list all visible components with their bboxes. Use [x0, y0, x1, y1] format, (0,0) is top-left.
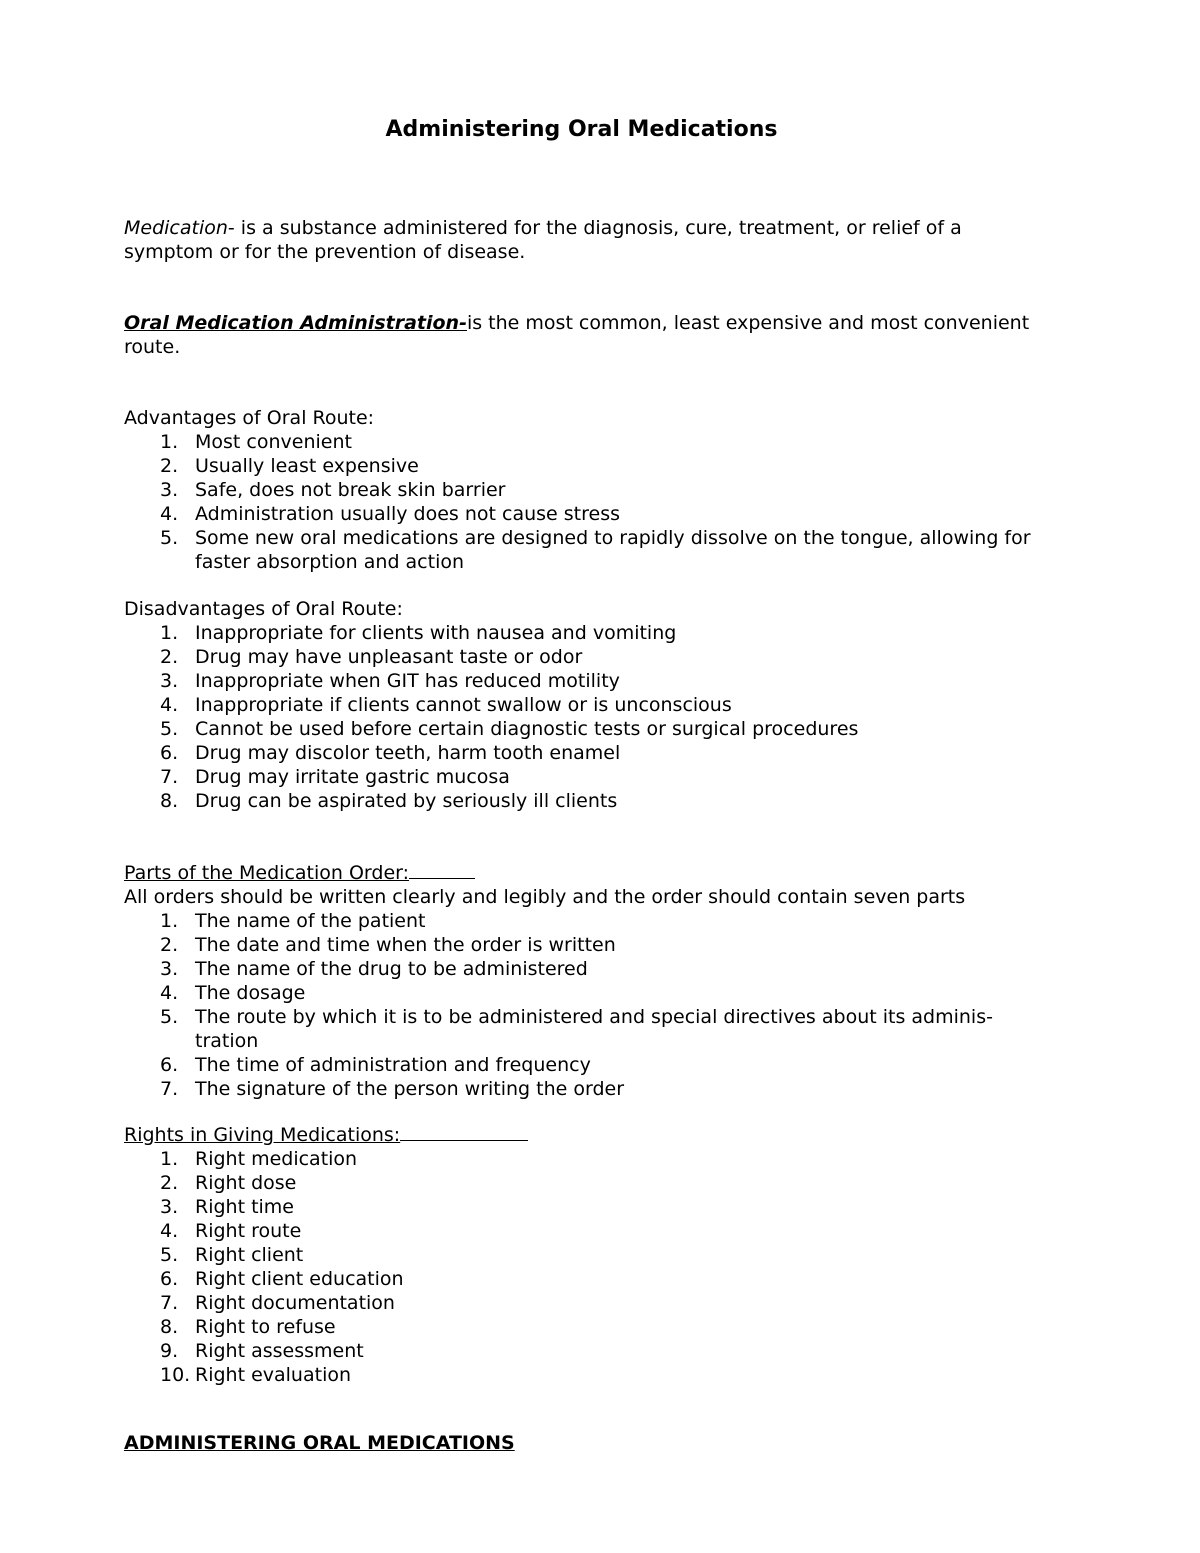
list-item — [124, 1171, 1044, 1195]
disadvantages-heading: Disadvantages of Oral Route: — [124, 598, 403, 620]
list-item — [124, 1219, 1044, 1243]
list-item — [124, 454, 1044, 478]
list-number: 8. — [160, 790, 179, 812]
list-item — [124, 430, 1044, 454]
medication-definition — [124, 216, 1044, 264]
order-parts-heading-line — [124, 859, 1044, 885]
rights-heading-line — [124, 1121, 1044, 1147]
list-number: 1. — [160, 1148, 179, 1170]
list-text: Right time — [195, 1196, 294, 1218]
rights-section — [124, 1121, 1044, 1387]
list-item — [124, 1291, 1044, 1315]
list-item — [124, 981, 1044, 1005]
list-number: 5. — [160, 1006, 179, 1028]
list-item — [124, 1077, 1044, 1101]
list-text: Inappropriate for clients with nausea and vomiting — [195, 622, 677, 644]
list-item — [124, 478, 1044, 502]
list-text: Right route — [195, 1220, 302, 1242]
list-number: 4. — [160, 1220, 179, 1242]
list-text: Drug may have unpleasant taste or odor — [195, 646, 583, 668]
list-item — [124, 741, 1044, 765]
list-number: 3. — [160, 479, 179, 501]
list-text: Right dose — [195, 1172, 297, 1194]
advantages-section — [124, 406, 1044, 574]
list-number: 5. — [160, 1244, 179, 1266]
list-number: 6. — [160, 1054, 179, 1076]
list-text: Right documentation — [195, 1292, 395, 1314]
list-text: Safe, does not break skin barrier — [195, 479, 506, 501]
list-number: 7. — [160, 1292, 179, 1314]
list-text: The dosage — [195, 982, 306, 1004]
list-text: Right client education — [195, 1268, 404, 1290]
order-parts-heading: Parts of the Medication Order: — [124, 862, 410, 884]
list-number: 2. — [160, 934, 179, 956]
list-item — [124, 1363, 1044, 1387]
list-item — [124, 645, 1044, 669]
list-number: 8. — [160, 1316, 179, 1338]
oral-admin-term: Oral Medication Administration- — [124, 312, 467, 334]
list-number: 5. — [160, 527, 179, 549]
disadvantages-section — [124, 597, 1044, 813]
list-number: 1. — [160, 431, 179, 453]
advantages-heading: Advantages of Oral Route: — [124, 407, 375, 429]
disadvantages-list — [124, 621, 1044, 813]
rights-heading: Rights in Giving Medications: — [124, 1124, 401, 1146]
list-text: Most convenient — [195, 431, 352, 453]
list-number: 2. — [160, 646, 179, 668]
list-item — [124, 1147, 1044, 1171]
list-text: Right client — [195, 1244, 304, 1266]
section-heading-administering: ADMINISTERING ORAL MEDICATIONS — [124, 1432, 515, 1454]
list-text: Some new oral medications are designed to rapidly dissolve on the tongue, allowing for faster absorption and action — [195, 527, 1031, 573]
list-number: 3. — [160, 670, 179, 692]
list-item — [124, 1243, 1044, 1267]
list-item — [124, 669, 1044, 693]
list-text: Right evaluation — [195, 1364, 352, 1386]
list-item — [124, 789, 1044, 813]
list-text: Inappropriate if clients cannot swallow or is unconscious — [195, 694, 732, 716]
list-number: 1. — [160, 622, 179, 644]
list-item — [124, 1267, 1044, 1291]
order-parts-list — [124, 909, 1044, 1101]
list-item — [124, 621, 1044, 645]
list-text: Drug may discolor teeth, harm tooth enamel — [195, 742, 621, 764]
list-item — [124, 909, 1044, 933]
heading-underline-rule — [400, 1121, 528, 1141]
order-parts-intro: All orders should be written clearly and legibly and the order should contain seven parts — [124, 886, 966, 908]
list-text: Administration usually does not cause stress — [195, 503, 620, 525]
list-number: 4. — [160, 503, 179, 525]
list-text: Drug may irritate gastric mucosa — [195, 766, 510, 788]
medication-definition-text: - is a substance administered for the diagnosis, cure, treatment, or relief of a symptom or for the prevention of disease. — [124, 217, 962, 263]
list-item — [124, 717, 1044, 741]
list-text: Right medication — [195, 1148, 358, 1170]
list-text: The signature of the person writing the order — [195, 1078, 625, 1100]
list-item — [124, 1315, 1044, 1339]
list-text: Inappropriate when GIT has reduced motility — [195, 670, 620, 692]
heading-underline-rule — [409, 859, 475, 879]
list-number: 7. — [160, 766, 179, 788]
list-number: 2. — [160, 455, 179, 477]
list-item — [124, 1053, 1044, 1077]
list-number: 1. — [160, 910, 179, 932]
list-number: 6. — [160, 742, 179, 764]
oral-admin-definition-text: is the most common, least expensive and most convenient route. — [124, 312, 1030, 358]
list-item — [124, 957, 1044, 981]
medication-term: Medication — [124, 217, 228, 239]
list-item — [124, 526, 1044, 574]
advantages-list — [124, 430, 1044, 574]
list-text: The time of administration and frequency — [195, 1054, 591, 1076]
page-title: Administering Oral Medications — [385, 117, 778, 142]
list-text: Drug can be aspirated by seriously ill clients — [195, 790, 618, 812]
list-text: Right assessment — [195, 1340, 364, 1362]
list-number: 3. — [160, 958, 179, 980]
oral-admin-definition — [124, 311, 1044, 359]
list-number: 4. — [160, 982, 179, 1004]
list-item — [124, 1005, 1044, 1053]
list-number: 4. — [160, 694, 179, 716]
list-number: 3. — [160, 1196, 179, 1218]
list-number: 5. — [160, 718, 179, 740]
list-item — [124, 765, 1044, 789]
list-text: The name of the drug to be administered — [195, 958, 588, 980]
rights-list — [124, 1147, 1044, 1387]
list-item — [124, 933, 1044, 957]
list-number: 6. — [160, 1268, 179, 1290]
list-text: Right to refuse — [195, 1316, 336, 1338]
list-text: The route by which it is to be administered and special directives about its adminis-tration — [195, 1006, 993, 1052]
list-item — [124, 693, 1044, 717]
list-text: Usually least expensive — [195, 455, 419, 477]
list-text: The name of the patient — [195, 910, 426, 932]
list-number: 9. — [160, 1340, 179, 1362]
list-number: 7. — [160, 1078, 179, 1100]
list-item — [124, 502, 1044, 526]
order-parts-section — [124, 859, 1044, 1101]
list-text: Cannot be used before certain diagnostic tests or surgical procedures — [195, 718, 859, 740]
list-number: 2. — [160, 1172, 179, 1194]
list-number: 10. — [160, 1364, 191, 1386]
list-item — [124, 1339, 1044, 1363]
list-item — [124, 1195, 1044, 1219]
list-text: The date and time when the order is written — [195, 934, 616, 956]
